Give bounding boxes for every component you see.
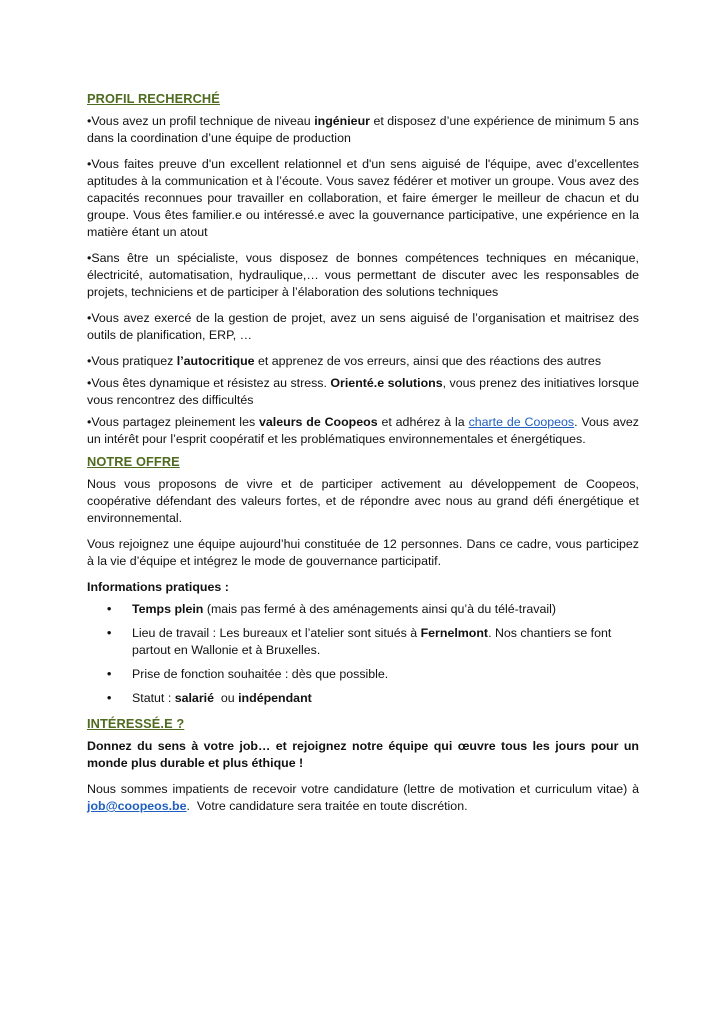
profil-paragraph-7 xyxy=(87,414,639,448)
bullet-icon: • xyxy=(107,667,112,681)
bullet-icon: • xyxy=(107,602,112,616)
bold-text: Donnez du sens à votre job… et rejoignez notre équipe qui œuvre tous les jours pour un monde plus durable et plus éthique ! xyxy=(87,739,639,770)
text: •Vous pratiquez xyxy=(87,354,177,368)
text: •Vous partagez pleinement les xyxy=(87,415,260,429)
offre-paragraph-1: Nous vous proposons de vivre et de participer activement au développement de Coopeos, coopérative défendant des valeurs fortes, et de répondre avec nous au grand défi énergétique et environnemental. xyxy=(87,477,639,525)
text: •Vous êtes dynamique et résistez au stress. xyxy=(87,376,331,390)
info-list xyxy=(87,601,639,707)
bold-text: salarié xyxy=(174,691,214,705)
text: et adhérez à la xyxy=(377,415,469,429)
interesse-paragraph-1 xyxy=(87,738,639,772)
bold-text: l’autocritique xyxy=(176,354,255,368)
bullet-icon: • xyxy=(107,691,112,705)
text: Nous sommes impatients de recevoir votre candidature (lettre de motivation et curriculum vitae) à xyxy=(87,782,639,796)
section-heading-profil: PROFIL RECHERCHÉ xyxy=(87,91,220,106)
bullet-icon: • xyxy=(107,626,112,640)
text: . Vous avez un intérêt pour l’esprit coopératif et les problématiques environnementales et énergétiques. xyxy=(87,415,640,446)
bold-text: Fernelmont xyxy=(420,626,489,640)
bold-text: ingénieur xyxy=(314,114,370,128)
section-heading-offre: NOTRE OFFRE xyxy=(87,454,180,469)
list-item xyxy=(87,690,639,707)
profil-paragraph-2: •Vous faites preuve d'un excellent relationnel et d'un sens aiguisé de l'équipe, avec d’excellentes aptitudes à la communication et à l’écoute. Vous savez fédérer et motiver un groupe. Vous avez des capacités reconnues pour travailler en collaboration, et faire émerger le meilleur de chacun et du groupe. Vous êtes familier.e ou intéressé.e avec la gouvernance participative, une expérience en la matière étant un atout xyxy=(87,157,639,239)
interesse-paragraph-2 xyxy=(87,781,639,815)
charte-link[interactable]: charte de Coopeos xyxy=(468,415,575,429)
profil-paragraph-3: •Sans être un spécialiste, vous disposez de bonnes compétences techniques en mécanique, électricité, automatisation, hydraulique,… vous permettant de discuter avec les responsables de projets, techniciens et de participer à l’élaboration des solutions techniques xyxy=(87,251,639,299)
profil-paragraph-5 xyxy=(87,353,639,370)
text: et apprenez de vos erreurs, ainsi que des réactions des autres xyxy=(254,354,602,368)
text: •Vous avez un profil technique de niveau xyxy=(87,114,315,128)
list-item xyxy=(87,601,639,618)
text: Prise de fonction souhaitée : dès que possible. xyxy=(132,667,389,681)
profil-paragraph-6 xyxy=(87,375,639,409)
bold-text: valeurs de Coopeos xyxy=(259,415,378,429)
email-link[interactable]: job@coopeos.be xyxy=(87,799,187,813)
text: Lieu de travail : Les bureaux et l’atelier sont situés à xyxy=(132,626,421,640)
profil-paragraph-4: •Vous avez exercé de la gestion de projet, avez un sens aiguisé de l’organisation et maitrisez des outils de planification, ERP, … xyxy=(87,311,639,342)
info-title xyxy=(87,579,639,596)
list-item xyxy=(87,666,639,683)
text: et disposez d’une expérience de minimum 5 ans dans la coordination d’une équipe de production xyxy=(87,114,639,145)
profil-paragraph-1 xyxy=(87,113,639,147)
list-item xyxy=(87,625,639,659)
section-heading-interesse: INTÉRESSÉ.E ? xyxy=(87,716,185,731)
document-page xyxy=(87,90,639,824)
text: Statut : xyxy=(132,691,175,705)
text: . Votre candidature sera traitée en toute discrétion. xyxy=(186,799,468,813)
text: , vous prenez des initiatives lorsque vous rencontrez des difficultés xyxy=(87,376,640,407)
bold-text: Informations pratiques : xyxy=(87,580,229,594)
text: ou xyxy=(213,691,239,705)
text: . Nos chantiers se font partout en Wallonie et à Bruxelles. xyxy=(132,626,612,657)
text: (mais pas fermé à des aménagements ainsi qu’à du télé-travail) xyxy=(203,602,556,616)
bold-text: Orienté.e solutions xyxy=(330,376,443,390)
offre-paragraph-2: Vous rejoignez une équipe aujourd’hui constituée de 12 personnes. Dans ce cadre, vous participez à la vie d’équipe et intégrez le mode de gouvernance participatif. xyxy=(87,537,639,568)
bold-text: indépendant xyxy=(238,691,312,705)
bold-text: Temps plein xyxy=(132,602,204,616)
